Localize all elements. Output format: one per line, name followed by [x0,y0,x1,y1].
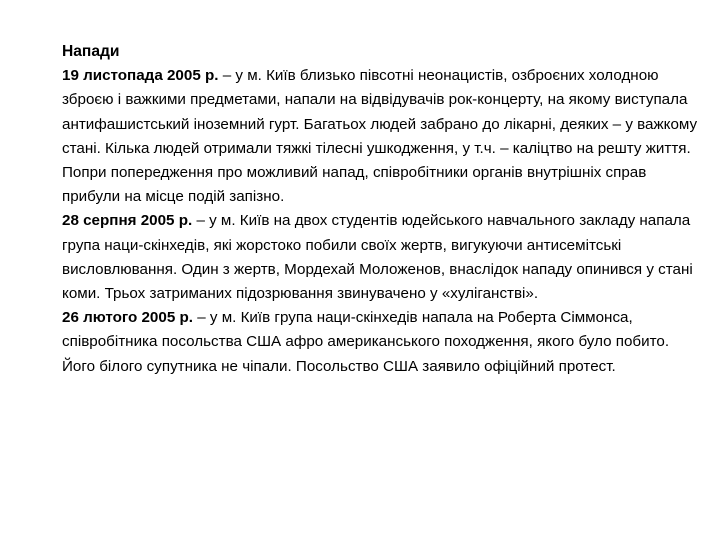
paragraph-text: – у м. Київ група наци-скінхедів напала на Роберта Сіммонса, співробітника посольства США афро американського походження, якого було побито. Його білого супутника не чіпали. Посольство США заявило офіційний протест. [62,309,670,375]
paragraph-text: – у м. Київ близько півсотні неонацистів, озброєних холодною зброєю і важкими предметами, напали на відвідувачів рок-концерту, на якому виступала антифашистський іноземний гурт. Багатьох людей забрано до лікарні, деяких – у важкому стані. Кілька людей отримали тяжкі тілесні ушкодження, у т.ч. – каліцтво на решту життя. Попри попередження про можливий напад, співробітники органів внутрішніх справ прибули на місце подій запізно. [62,67,698,206]
paragraph-1 [62,64,702,209]
paragraph-date: 19 листопада 2005 р. [62,67,219,85]
paragraph-3 [62,306,702,379]
paragraph-2 [62,209,702,306]
paragraph-date: 28 серпня 2005 р. [62,212,193,230]
paragraph-text: – у м. Київ на двох студентів юдейського навчального закладу напала група наци-скінхедів, які жорстоко побили своїх жертв, вигукуючи антисемітські висловлювання. Один з жертв, Мордехай Моложенов, внаслідок нападу опинився у стані коми. Трьох затриманих підозрювання звинувачено у «хуліганстві». [62,212,693,303]
text-block [62,40,702,379]
paragraph-date: 26 лютого 2005 р. [62,309,193,327]
page-title: Напади [62,43,120,60]
